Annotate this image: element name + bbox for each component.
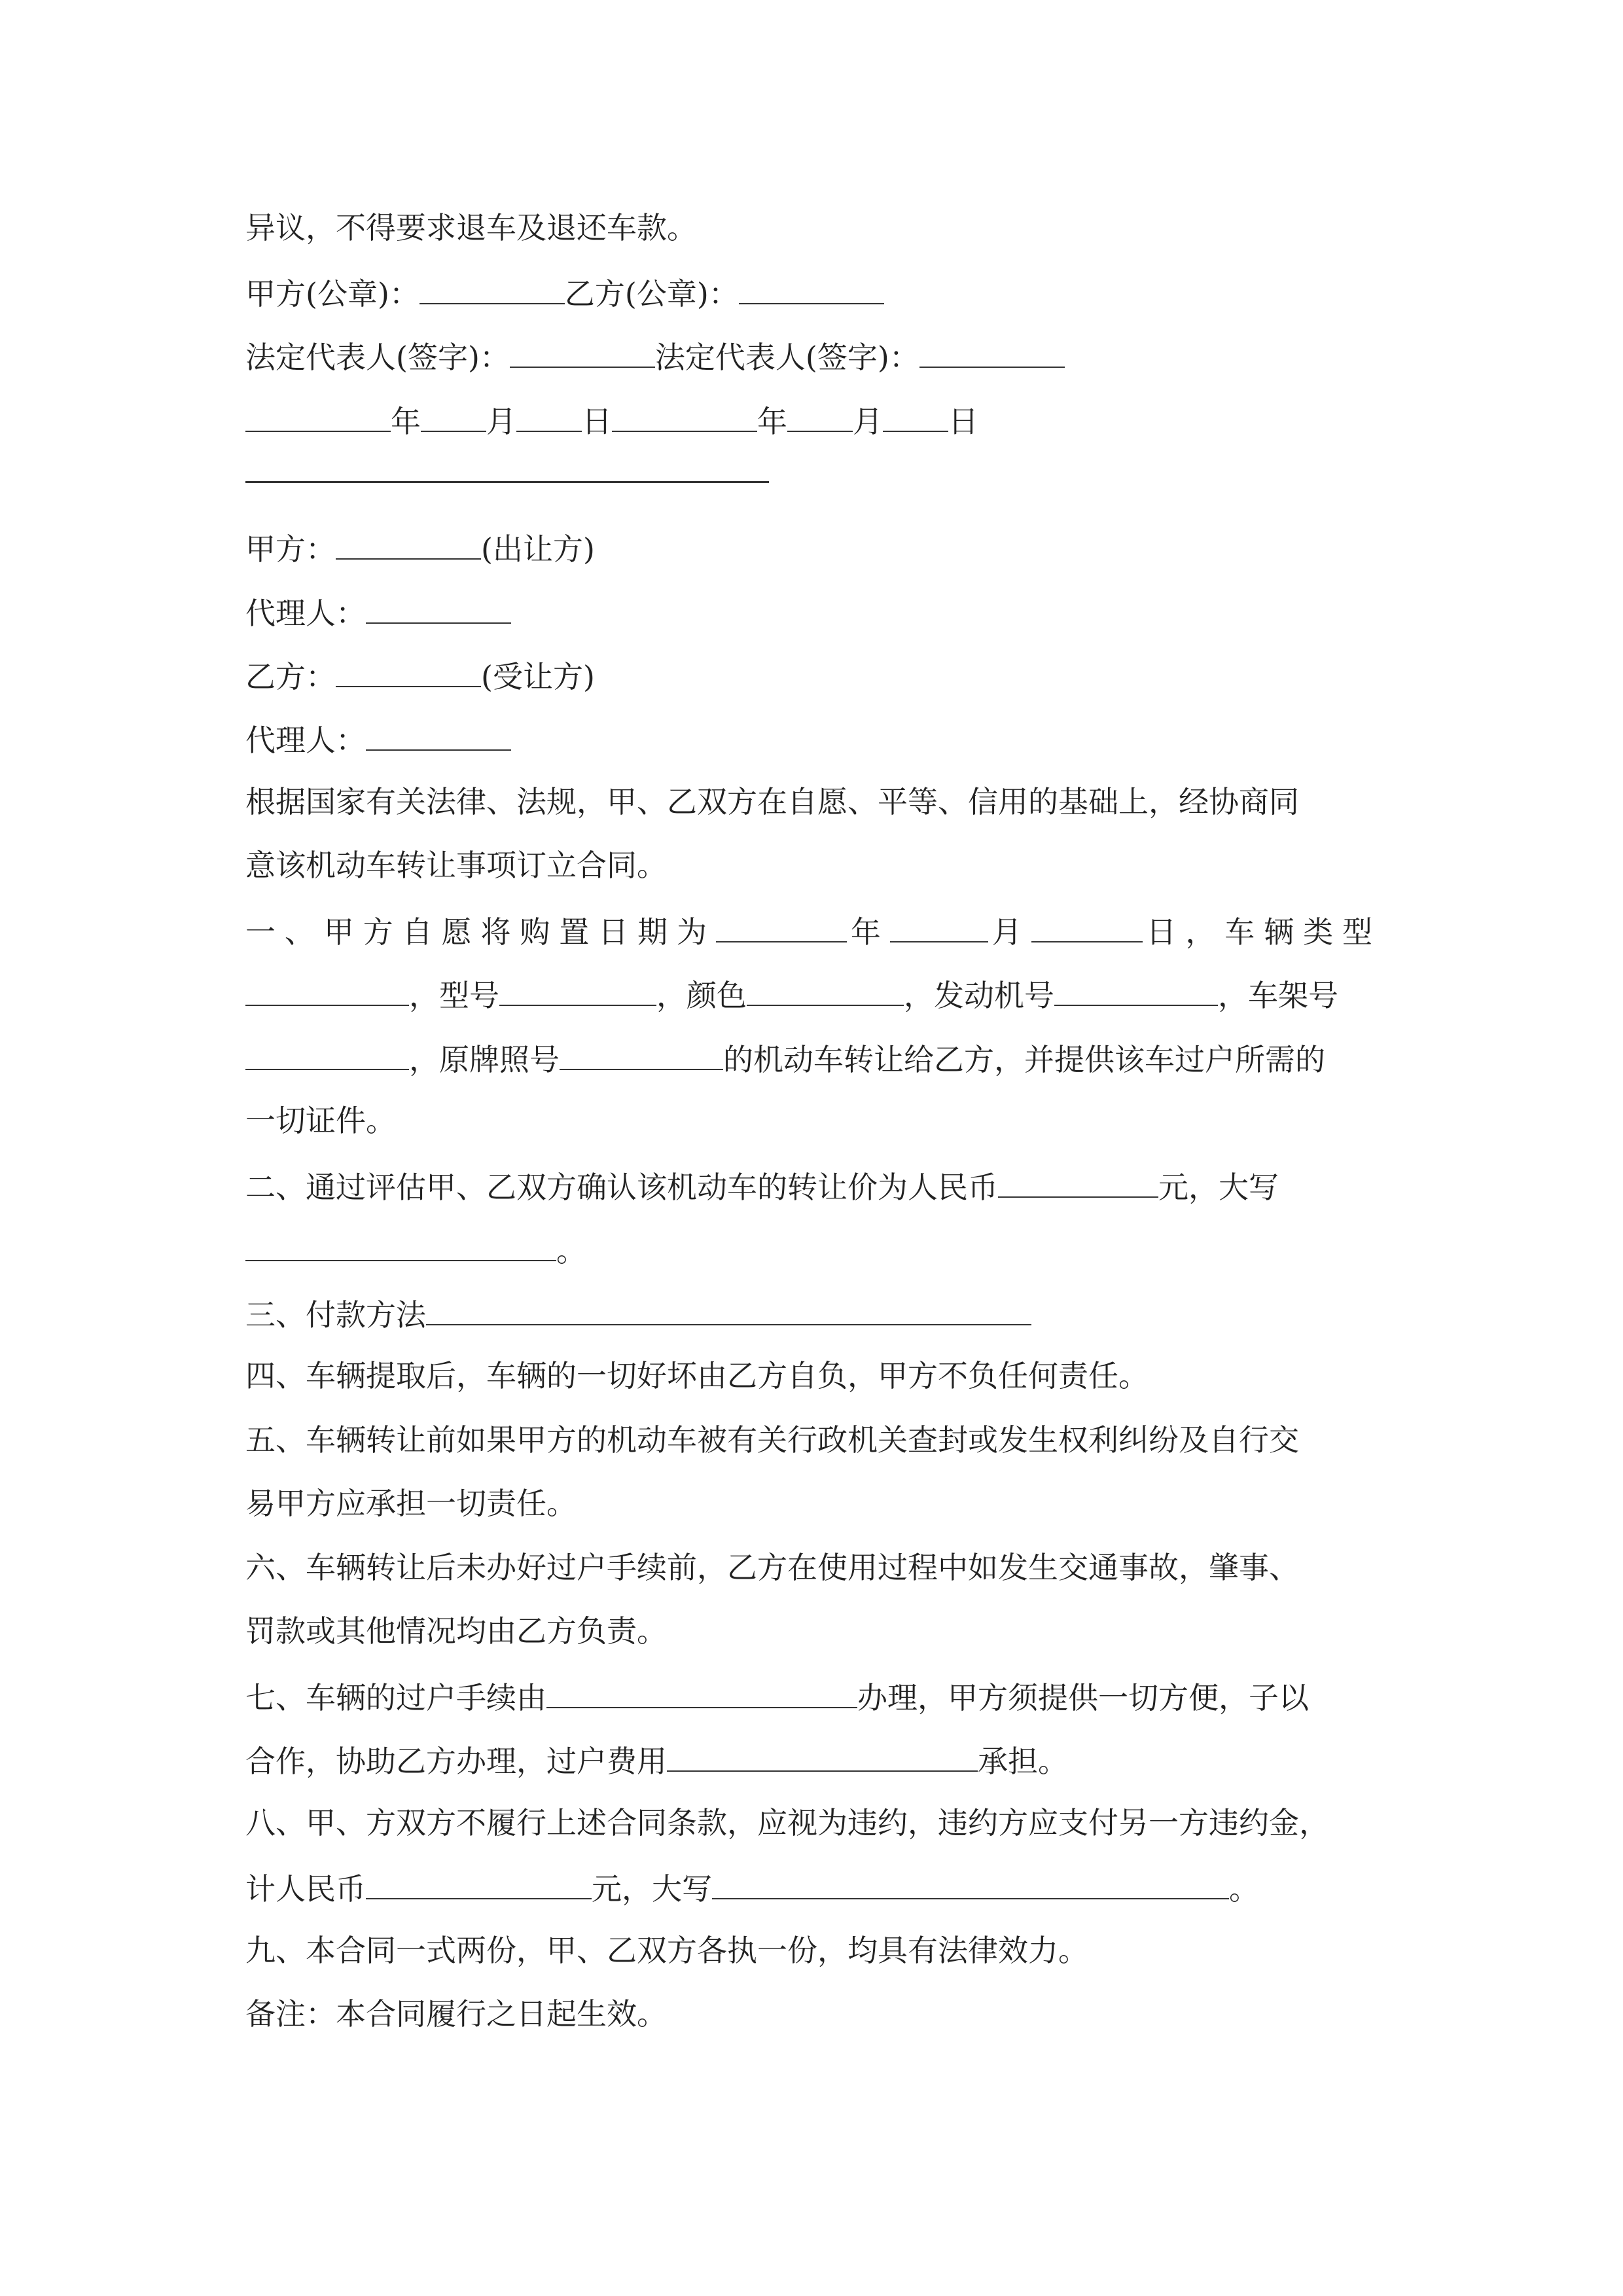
clause-1-line-3 [245,1037,1325,1079]
text: 根据国家有关法律、法规，甲、乙双方在自愿、平等、信用的基础上，经协商同 [245,784,1299,819]
purchase-year-blank[interactable] [716,910,847,942]
text: 。 [1229,1871,1259,1907]
party-a-line [245,527,595,569]
signature-line [245,335,1065,377]
agent-label: 代理人： [245,723,366,758]
text-line [245,208,697,247]
text-line [245,1548,1299,1587]
text-line [245,1994,667,2034]
agent-b-blank[interactable] [366,718,511,751]
text: 四、车辆提取后，车辆的一切好坏由乙方自负，甲方不负任何责任。 [245,1358,1149,1393]
clause-2-line-2 [245,1229,586,1270]
clause-7-line-1 [245,1676,1309,1717]
month-blank[interactable] [787,399,853,432]
payment-method-blank[interactable] [426,1293,1031,1325]
text: 异议，不得要求退车及退还车款。 [245,210,697,245]
text: 元，大写 [1158,1170,1279,1205]
seal-line [245,272,884,314]
text: 元，大写 [592,1871,712,1907]
party-a-blank[interactable] [336,527,481,560]
text-line [245,846,667,885]
agent-a-line [245,591,511,633]
month-label: 月 [486,404,516,439]
text-line [245,1803,1329,1842]
clause-1-line-2 [245,973,1338,1015]
text-line [245,1611,667,1651]
party-b-blank[interactable] [336,655,481,687]
party-a-rep-label: 法定代表人(签字)： [245,340,510,375]
agent-b-line [245,718,511,760]
frame-number-blank[interactable] [245,1037,409,1070]
vehicle-type-blank[interactable] [245,973,409,1006]
fee-bearer-blank[interactable] [667,1739,978,1772]
party-a-label: 甲方： [245,531,336,567]
text: ，颜色 [656,978,747,1013]
month-label: 月 [853,404,883,439]
text: 合作，协助乙方办理，过户费用 [245,1744,667,1779]
text: 三、付款方法 [245,1297,426,1333]
clause-2-line-1 [245,1165,1279,1207]
text: 五、车辆转让前如果甲方的机动车被有关行政机关查封或发生权利纠纷及自行交 [245,1422,1299,1458]
text: 计人民币 [245,1871,366,1907]
transferee-label: (受让方) [481,659,595,694]
text-line [245,1420,1299,1460]
party-a-seal-blank[interactable] [419,272,565,304]
purchase-day-blank[interactable] [1031,910,1143,942]
text-line [245,1484,577,1523]
date-line [245,399,978,441]
party-a-rep-blank[interactable] [510,335,655,368]
day-blank[interactable] [516,399,582,432]
price-figure-blank[interactable] [998,1165,1158,1198]
party-b-rep-blank[interactable] [919,335,1065,368]
day-blank[interactable] [883,399,948,432]
year-label: 年 [757,404,787,439]
text: 承担。 [978,1744,1068,1779]
text-line [245,1356,1149,1395]
day-label: 日 [582,404,612,439]
penalty-words-blank[interactable] [712,1867,1229,1899]
text: 的机动车转让给乙方，并提供该车过户所需的 [723,1042,1325,1077]
day-label: 日 [948,404,978,439]
penalty-figure-blank[interactable] [366,1867,592,1899]
party-b-line [245,655,595,696]
text: 。 [556,1233,586,1268]
transferor-label: (出让方) [481,531,595,567]
price-words-blank[interactable] [245,1229,556,1261]
clause-8-line-2 [245,1867,1259,1909]
clause-7-line-2 [245,1739,1068,1781]
plate-number-blank[interactable] [560,1037,723,1070]
text: 七、车辆的过户手续由 [245,1680,546,1715]
text: 一、甲方自愿将购置日期为 [245,914,716,950]
section-divider [245,481,769,483]
party-b-seal-blank[interactable] [739,272,884,304]
transfer-handler-blank[interactable] [546,1676,857,1708]
text: 日，车辆类型 [1142,914,1378,950]
text: 意该机动车转让事项订立合同。 [245,848,667,883]
party-b-label: 乙方： [245,659,336,694]
month-blank[interactable] [421,399,486,432]
party-b-rep-label: 法定代表人(签字)： [654,340,919,375]
text: 办理，甲方须提供一切方便，子以 [857,1680,1309,1715]
text: 月 [988,914,1031,950]
text: 九、本合同一式两份，甲、乙双方各执一份，均具有法律效力。 [245,1933,1088,1968]
year-blank[interactable] [245,399,391,432]
engine-number-blank[interactable] [1054,973,1218,1006]
model-blank[interactable] [499,973,656,1006]
text: 八、甲、方双方不履行上述合同条款，应视为违约，违约方应支付另一方违约金， [245,1805,1329,1840]
clause-3-line [245,1293,1031,1335]
text: ，车架号 [1218,978,1338,1013]
agent-label: 代理人： [245,596,366,631]
text: 六、车辆转让后未办好过户手续前，乙方在使用过程中如发生交通事故，肇事、 [245,1550,1299,1585]
party-a-seal-label: 甲方(公章)： [245,276,419,312]
party-b-seal-label: 乙方(公章)： [564,276,739,312]
color-blank[interactable] [747,973,904,1006]
purchase-month-blank[interactable] [890,910,988,942]
text: 一切证件。 [245,1103,396,1138]
text: ，发动机号 [904,978,1054,1013]
text-line [245,782,1299,821]
year-label: 年 [391,404,421,439]
text-line [245,1101,396,1140]
agent-a-blank[interactable] [366,591,511,624]
text: 罚款或其他情况均由乙方负责。 [245,1613,667,1649]
text: 备注：本合同履行之日起生效。 [245,1996,667,2032]
text: ，原牌照号 [409,1042,560,1077]
text-line [245,1931,1088,1970]
clause-1-line-1 [245,910,1378,952]
text: 二、通过评估甲、乙双方确认该机动车的转让价为人民币 [245,1170,998,1205]
text: 年 [846,914,890,950]
text: ，型号 [409,978,499,1013]
year-blank[interactable] [612,399,757,432]
text: 易甲方应承担一切责任。 [245,1486,577,1521]
